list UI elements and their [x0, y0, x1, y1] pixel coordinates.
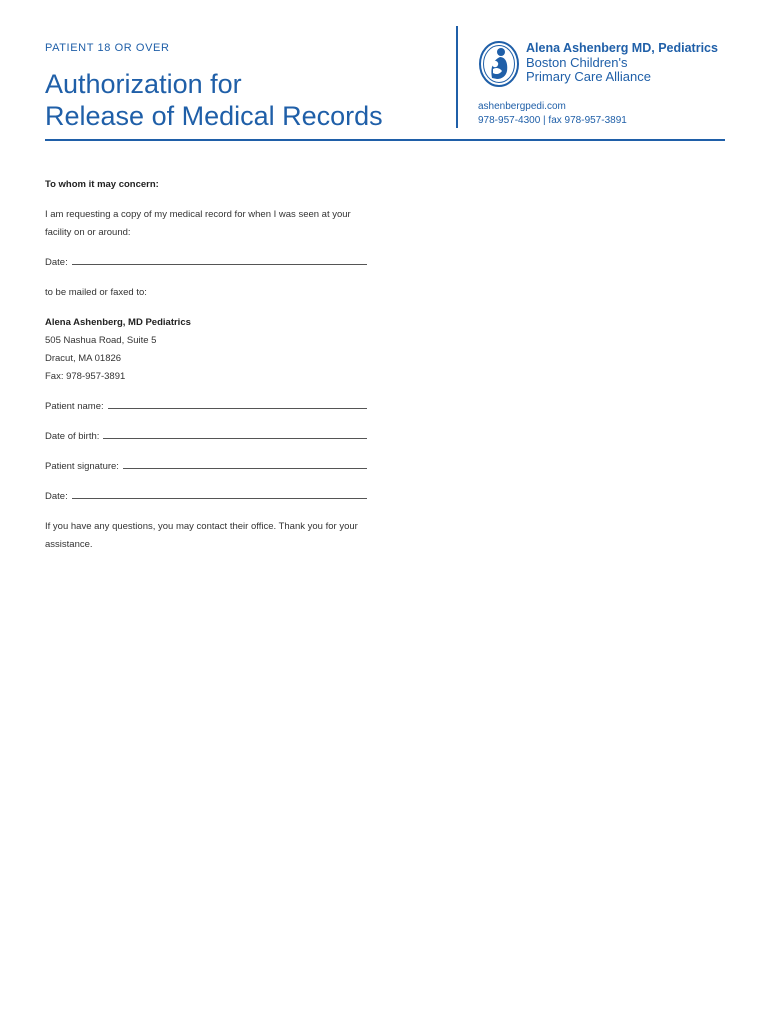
- practice-phone-fax: 978-957-4300 | fax 978-957-3891: [478, 115, 627, 126]
- mother-child-seal-icon: [478, 40, 520, 88]
- mail-text: to be mailed or faxed to:: [45, 287, 147, 298]
- recipient-name: Alena Ashenberg, MD Pediatrics: [45, 317, 191, 328]
- signature-label: Patient signature:: [45, 461, 119, 472]
- request-text: I am requesting a copy of my medical record for when I was seen at your facility on or around:: [45, 209, 351, 238]
- practice-contact: [478, 100, 627, 128]
- signature-date-field[interactable]: [45, 488, 367, 506]
- letter-body: [45, 176, 375, 554]
- dob-label: Date of birth:: [45, 431, 100, 442]
- closing-text: If you have any questions, you may contact their office. Thank you for your assistance.: [45, 521, 358, 550]
- page-title-line1: Authorization for: [45, 69, 242, 99]
- signature-date-label: Date:: [45, 491, 68, 502]
- patient-name-label: Patient name:: [45, 401, 104, 412]
- recipient-fax: Fax: 978-957-3891: [45, 371, 126, 382]
- visit-date-line[interactable]: [72, 254, 367, 265]
- practice-org-line2: Primary Care Alliance: [526, 69, 651, 84]
- header-title-block: [45, 42, 445, 132]
- salutation: To whom it may concern:: [45, 179, 159, 190]
- header-divider: [456, 26, 458, 128]
- recipient-address2: Dracut, MA 01826: [45, 353, 122, 364]
- header-rule: [45, 139, 725, 141]
- practice-name: Alena Ashenberg MD, Pediatrics: [526, 41, 718, 55]
- signature-field[interactable]: [45, 458, 367, 476]
- visit-date-field[interactable]: [45, 254, 367, 272]
- page-title-line2: Release of Medical Records: [45, 101, 383, 131]
- visit-date-label: Date:: [45, 257, 68, 268]
- practice-org-line1: Boston Children's: [526, 55, 628, 70]
- practice-website[interactable]: ashenbergpedi.com: [478, 101, 566, 112]
- dob-field[interactable]: [45, 428, 367, 446]
- practice-name-block: [526, 41, 746, 84]
- patient-name-line[interactable]: [108, 398, 367, 409]
- patient-name-field[interactable]: [45, 398, 367, 416]
- dob-line[interactable]: [103, 428, 367, 439]
- recipient-address1: 505 Nashua Road, Suite 5: [45, 335, 157, 346]
- signature-date-line[interactable]: [72, 488, 367, 499]
- page-title: [45, 68, 445, 132]
- patient-eyebrow: PATIENT 18 OR OVER: [45, 42, 170, 54]
- signature-line[interactable]: [123, 458, 367, 469]
